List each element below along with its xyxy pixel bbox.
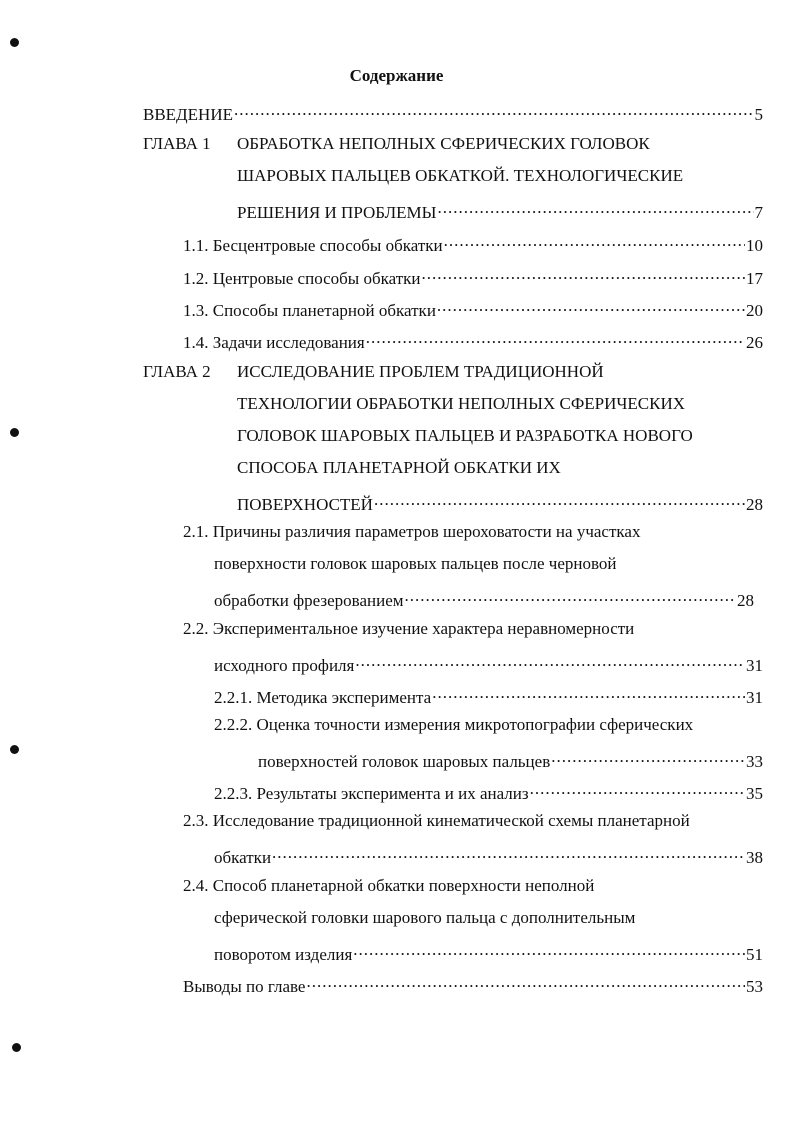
punch-hole-3 <box>10 745 19 754</box>
toc-entry-1-4[interactable] <box>183 328 763 353</box>
leader-dots <box>437 296 745 316</box>
toc-label: 1.3. Способы планетарной обкатки <box>183 301 436 320</box>
leader-dots <box>306 972 745 992</box>
page-title: Содержание <box>349 66 444 85</box>
toc-label: 1.4. Задачи исследования <box>183 333 365 352</box>
toc-label: 2.2.1. Методика эксперимента <box>214 688 432 707</box>
toc-label-line[interactable]: ШАРОВЫХ ПАЛЬЦЕВ ОБКАТКОЙ. ТЕХНОЛОГИЧЕСКИЕ <box>237 166 684 185</box>
toc-label: 1.2. Центровые способы обкатки <box>183 269 421 288</box>
toc-label: поверхностей головок шаровых пальцев <box>258 752 551 771</box>
toc-page: 5 <box>754 105 763 124</box>
toc-page: 28 <box>737 591 754 610</box>
toc-entry-intro[interactable] <box>143 100 763 125</box>
leader-dots <box>355 651 745 671</box>
toc-page: 38 <box>746 848 763 867</box>
toc-page: 33 <box>746 752 763 771</box>
toc-label-line[interactable]: 2.3. Исследование традиционной кинематической схемы планетарной <box>183 811 690 830</box>
leader-dots <box>437 198 753 218</box>
toc-label-line[interactable]: СПОСОБА ПЛАНЕТАРНОЙ ОБКАТКИ ИХ <box>237 458 561 477</box>
toc-entry-conclusions[interactable] <box>183 972 763 997</box>
toc-label-line[interactable]: ИССЛЕДОВАНИЕ ПРОБЛЕМ ТРАДИЦИОННОЙ <box>237 362 604 381</box>
toc-entry-1-2[interactable] <box>183 264 763 289</box>
toc-label-line[interactable]: поверхности головок шаровых пальцев после черновой <box>214 554 617 573</box>
toc-label: обкатки <box>214 848 272 867</box>
toc-entry-chapter-2[interactable] <box>237 490 763 515</box>
toc-label-line[interactable]: 2.1. Причины различия параметров шероховатости на участках <box>183 522 641 541</box>
chapter-number: ГЛАВА 2 <box>143 362 211 381</box>
toc-page: 31 <box>746 688 763 707</box>
leader-dots <box>422 264 745 284</box>
leader-dots <box>432 683 745 703</box>
toc-page: 51 <box>746 945 763 964</box>
toc-page: 7 <box>754 203 763 222</box>
toc-label: исходного профиля <box>214 656 355 675</box>
toc-entry-1-3[interactable] <box>183 296 763 321</box>
chapter-number: ГЛАВА 1 <box>143 134 211 153</box>
toc-label: 1.1. Бесцентровые способы обкатки <box>183 236 443 255</box>
toc-entry-2-2[interactable] <box>214 651 763 676</box>
toc-entry-2-2-2[interactable] <box>258 747 763 772</box>
toc-label: поворотом изделия <box>214 945 353 964</box>
toc-label-line[interactable]: ТЕХНОЛОГИИ ОБРАБОТКИ НЕПОЛНЫХ СФЕРИЧЕСКИХ <box>237 394 686 413</box>
punch-hole-1 <box>10 38 19 47</box>
toc-page: 28 <box>746 495 763 514</box>
toc-label-line[interactable]: сферической головки шарового пальца с дополнительным <box>214 908 636 927</box>
toc-label: 2.2.3. Результаты эксперимента и их анализ <box>214 784 529 803</box>
leader-dots <box>405 586 736 606</box>
toc-entry-2-1[interactable] <box>214 586 754 611</box>
toc-entry-2-3[interactable] <box>214 843 763 868</box>
leader-dots <box>366 328 745 348</box>
toc-label: РЕШЕНИЯ И ПРОБЛЕМЫ <box>237 203 437 222</box>
toc-label-line[interactable]: ГОЛОВОК ШАРОВЫХ ПАЛЬЦЕВ И РАЗРАБОТКА НОВОГО <box>237 426 693 445</box>
toc-page: 35 <box>746 784 763 803</box>
toc-entry-2-2-3[interactable] <box>214 779 763 804</box>
leader-dots <box>353 940 745 960</box>
leader-dots <box>234 100 754 120</box>
leader-dots <box>272 843 745 863</box>
leader-dots <box>551 747 745 767</box>
punch-hole-2 <box>10 428 19 437</box>
toc-label-line[interactable]: 2.2. Экспериментальное изучение характера неравномерности <box>183 619 635 638</box>
toc-page: 17 <box>746 269 763 288</box>
leader-dots <box>530 779 745 799</box>
toc-entry-2-2-1[interactable] <box>214 683 763 708</box>
toc-page: 26 <box>746 333 763 352</box>
toc-label: обработки фрезерованием <box>214 591 404 610</box>
toc-entry-1-1[interactable] <box>183 231 763 256</box>
toc-page: 10 <box>746 236 763 255</box>
leader-dots <box>444 231 745 251</box>
toc-entry-chapter-1[interactable] <box>237 198 763 223</box>
toc-label: ПОВЕРХНОСТЕЙ <box>237 495 373 514</box>
punch-hole-4 <box>12 1043 21 1052</box>
toc-page: 20 <box>746 301 763 320</box>
toc-label-line[interactable]: 2.2.2. Оценка точности измерения микротопографии сферических <box>214 715 694 734</box>
toc-label: Выводы по главе <box>183 977 306 996</box>
toc-page: 31 <box>746 656 763 675</box>
leader-dots <box>374 490 745 510</box>
toc-label-line[interactable]: ОБРАБОТКА НЕПОЛНЫХ СФЕРИЧЕСКИХ ГОЛОВОК <box>237 134 650 153</box>
toc-label: ВВЕДЕНИЕ <box>143 105 233 124</box>
toc-label-line[interactable]: 2.4. Способ планетарной обкатки поверхности неполной <box>183 876 595 895</box>
toc-entry-2-4[interactable] <box>214 940 763 965</box>
toc-page: 53 <box>746 977 763 996</box>
